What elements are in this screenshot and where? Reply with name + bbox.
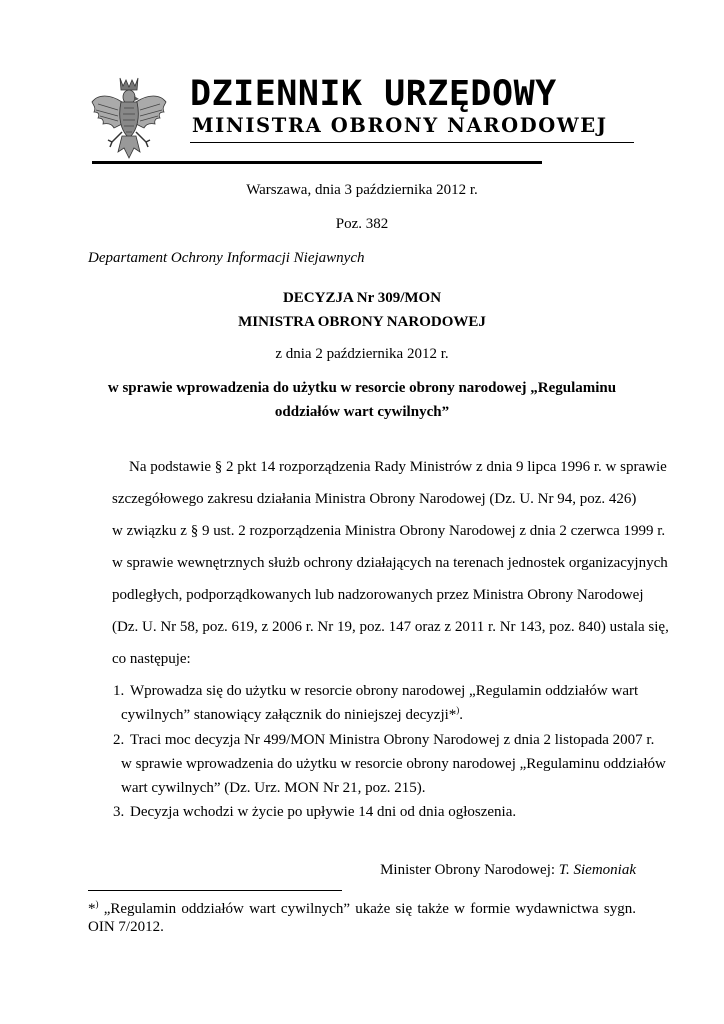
- item-3-line-1: Decyzja wchodzi w życie po upływie 14 dni od dnia ogłoszenia.: [130, 804, 517, 820]
- footnote-line-2: OIN 7/2012.: [88, 919, 164, 935]
- decision-title: DECYZJA Nr 309/MON: [282, 290, 442, 306]
- position-number: Poz. 382: [335, 216, 389, 232]
- preamble-line-5: podległych, podporządkowanych lub nadzorowanych przez Ministra Obrony Narodowej: [112, 587, 644, 603]
- item-2-line-2: w sprawie wprowadzenia do użytku w resorcie obrony narodowej „Regulaminu oddziałów: [121, 756, 666, 772]
- preamble-line-7: co następuje:: [112, 651, 191, 667]
- item-1-number: 1.: [113, 683, 125, 699]
- preamble-line-2: szczegółowego zakresu działania Ministra Obrony Narodowej (Dz. U. Nr 94, poz. 426): [112, 491, 637, 507]
- item-2-line-1: Traci moc decyzja Nr 499/MON Ministra Obrony Narodowej z dnia 2 listopada 2007 r.: [130, 732, 655, 748]
- item-3-number: 3.: [113, 804, 125, 820]
- polish-eagle-emblem-icon: [88, 72, 170, 164]
- footnote-reference: ): [456, 705, 460, 715]
- place-date: Warszawa, dnia 3 października 2012 r.: [246, 182, 478, 198]
- decision-subject-line-2: oddziałów wart cywilnych”: [274, 404, 450, 420]
- preamble-line-1: Na podstawie § 2 pkt 14 rozporządzenia Rady Ministrów z dnia 9 lipca 1996 r. w sprawie: [129, 459, 667, 475]
- preamble-line-4: w sprawie wewnętrznych służb ochrony działających na terenach jednostek organizacyjnych: [112, 555, 668, 571]
- item-1-line-2: cywilnych” stanowiący załącznik do niniejszej decyzji*).: [121, 705, 464, 723]
- decision-date: z dnia 2 października 2012 r.: [275, 346, 449, 362]
- preamble-line-3: w związku z § 9 ust. 2 rozporządzenia Ministra Obrony Narodowej z dnia 2 czerwca 1999 r.: [112, 523, 666, 539]
- header-divider-thick: [92, 161, 542, 164]
- footnote-divider: [88, 890, 342, 891]
- preamble-line-6: (Dz. U. Nr 58, poz. 619, z 2006 r. Nr 19, poz. 147 oraz z 2011 r. Nr 143, poz. 840) ustala się,: [112, 619, 669, 635]
- decision-subject-line-1: w sprawie wprowadzenia do użytku w resorcie obrony narodowej „Regulaminu: [107, 380, 617, 396]
- header-divider-thin: [190, 142, 634, 143]
- signature: Minister Obrony Narodowej: T. Siemoniak: [380, 862, 636, 878]
- item-1-line-1: Wprowadza się do użytku w resorcie obrony narodowej „Regulamin oddziałów wart: [130, 683, 639, 699]
- department: Departament Ochrony Informacji Niejawnych: [88, 250, 365, 266]
- decision-issuer: MINISTRA OBRONY NARODOWEJ: [238, 314, 486, 330]
- item-2-line-3: wart cywilnych” (Dz. Urz. MON Nr 21, poz. 215).: [121, 780, 426, 796]
- signature-name: T. Siemoniak: [558, 862, 636, 878]
- journal-title: DZIENNIK URZĘDOWY: [190, 74, 557, 114]
- footnote-line-1: *) „Regulamin oddziałów wart cywilnych” ukaże się także w formie wydawnictwa sygn.: [88, 899, 636, 917]
- item-2-number: 2.: [113, 732, 125, 748]
- journal-subtitle: MINISTRA OBRONY NARODOWEJ: [192, 114, 608, 137]
